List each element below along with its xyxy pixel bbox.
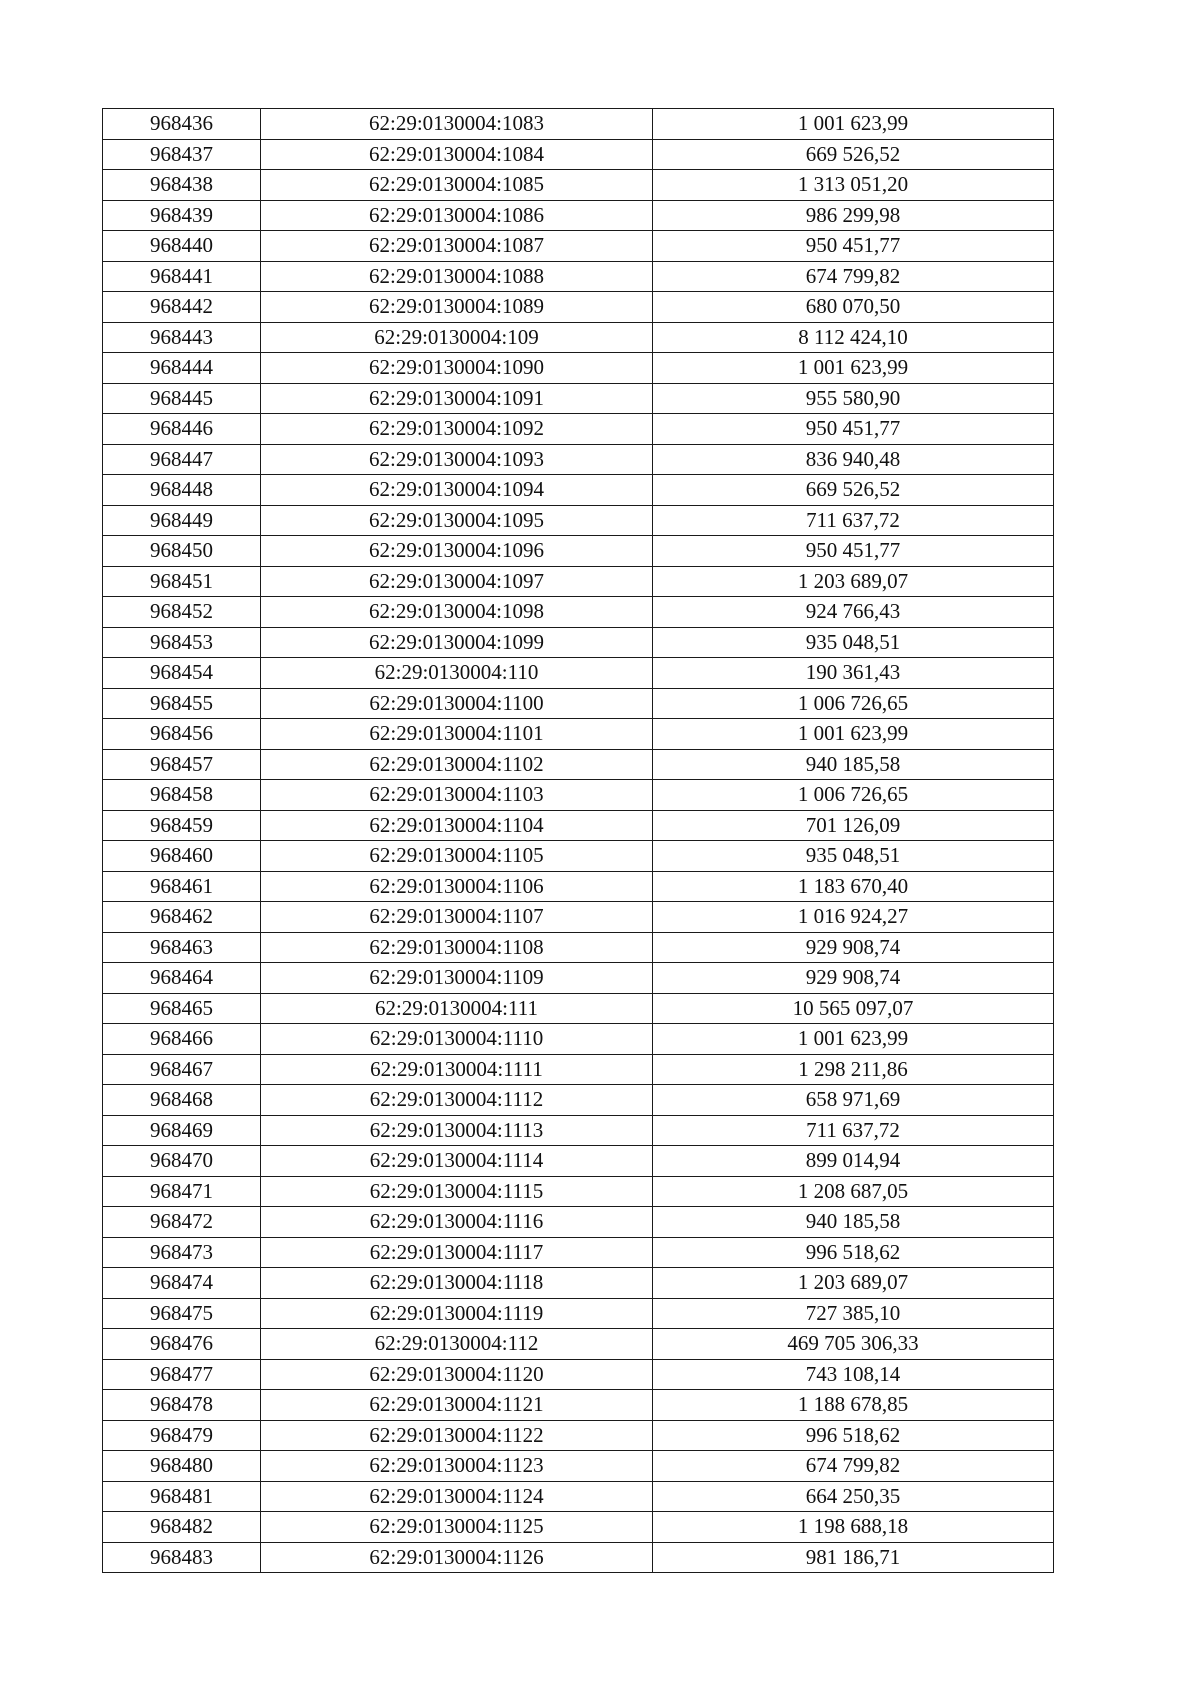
row-number-cell: 968477 bbox=[103, 1359, 261, 1390]
cadastral-number-cell: 62:29:0130004:1098 bbox=[261, 597, 653, 628]
table-row bbox=[103, 1451, 1054, 1482]
table-row bbox=[103, 1268, 1054, 1299]
row-number-cell: 968476 bbox=[103, 1329, 261, 1360]
cadastral-value-cell: 669 526,52 bbox=[653, 475, 1054, 506]
cadastral-value-cell: 1 203 689,07 bbox=[653, 566, 1054, 597]
cadastral-number-cell: 62:29:0130004:1093 bbox=[261, 444, 653, 475]
table-row bbox=[103, 1542, 1054, 1573]
table-row bbox=[103, 170, 1054, 201]
row-number-cell: 968453 bbox=[103, 627, 261, 658]
row-number-cell: 968464 bbox=[103, 963, 261, 994]
table-row bbox=[103, 1054, 1054, 1085]
row-number-cell: 968473 bbox=[103, 1237, 261, 1268]
row-number-cell: 968455 bbox=[103, 688, 261, 719]
cadastral-number-cell: 62:29:0130004:109 bbox=[261, 322, 653, 353]
row-number-cell: 968474 bbox=[103, 1268, 261, 1299]
cadastral-number-cell: 62:29:0130004:1086 bbox=[261, 200, 653, 231]
cadastral-value-cell: 664 250,35 bbox=[653, 1481, 1054, 1512]
row-number-cell: 968448 bbox=[103, 475, 261, 506]
table-row bbox=[103, 902, 1054, 933]
cadastral-number-cell: 62:29:0130004:1088 bbox=[261, 261, 653, 292]
cadastral-value-cell: 940 185,58 bbox=[653, 1207, 1054, 1238]
row-number-cell: 968452 bbox=[103, 597, 261, 628]
table-row bbox=[103, 1085, 1054, 1116]
cadastral-value-cell: 1 203 689,07 bbox=[653, 1268, 1054, 1299]
row-number-cell: 968447 bbox=[103, 444, 261, 475]
cadastral-number-cell: 62:29:0130004:1113 bbox=[261, 1115, 653, 1146]
table-row bbox=[103, 810, 1054, 841]
row-number-cell: 968454 bbox=[103, 658, 261, 689]
table-row bbox=[103, 109, 1054, 140]
cadastral-value-cell: 1 298 211,86 bbox=[653, 1054, 1054, 1085]
cadastral-value-cell: 469 705 306,33 bbox=[653, 1329, 1054, 1360]
cadastral-number-cell: 62:29:0130004:1084 bbox=[261, 139, 653, 170]
row-number-cell: 968468 bbox=[103, 1085, 261, 1116]
row-number-cell: 968460 bbox=[103, 841, 261, 872]
cadastral-value-cell: 986 299,98 bbox=[653, 200, 1054, 231]
cadastral-value-cell: 669 526,52 bbox=[653, 139, 1054, 170]
row-number-cell: 968467 bbox=[103, 1054, 261, 1085]
row-number-cell: 968457 bbox=[103, 749, 261, 780]
cadastral-number-cell: 62:29:0130004:112 bbox=[261, 1329, 653, 1360]
row-number-cell: 968446 bbox=[103, 414, 261, 445]
cadastral-number-cell: 62:29:0130004:1122 bbox=[261, 1420, 653, 1451]
cadastral-value-cell: 701 126,09 bbox=[653, 810, 1054, 841]
row-number-cell: 968443 bbox=[103, 322, 261, 353]
row-number-cell: 968471 bbox=[103, 1176, 261, 1207]
row-number-cell: 968444 bbox=[103, 353, 261, 384]
row-number-cell: 968459 bbox=[103, 810, 261, 841]
row-number-cell: 968449 bbox=[103, 505, 261, 536]
table-row bbox=[103, 597, 1054, 628]
cadastral-number-cell: 62:29:0130004:1094 bbox=[261, 475, 653, 506]
table-row bbox=[103, 1115, 1054, 1146]
cadastral-value-cell: 924 766,43 bbox=[653, 597, 1054, 628]
row-number-cell: 968470 bbox=[103, 1146, 261, 1177]
table-row bbox=[103, 1298, 1054, 1329]
row-number-cell: 968463 bbox=[103, 932, 261, 963]
cadastral-value-cell: 190 361,43 bbox=[653, 658, 1054, 689]
cadastral-number-cell: 62:29:0130004:1112 bbox=[261, 1085, 653, 1116]
row-number-cell: 968478 bbox=[103, 1390, 261, 1421]
row-number-cell: 968472 bbox=[103, 1207, 261, 1238]
cadastral-number-cell: 62:29:0130004:1103 bbox=[261, 780, 653, 811]
cadastral-value-cell: 1 208 687,05 bbox=[653, 1176, 1054, 1207]
cadastral-number-cell: 62:29:0130004:1126 bbox=[261, 1542, 653, 1573]
table-row bbox=[103, 200, 1054, 231]
cadastral-number-cell: 62:29:0130004:1099 bbox=[261, 627, 653, 658]
cadastral-number-cell: 62:29:0130004:1102 bbox=[261, 749, 653, 780]
cadastral-number-cell: 62:29:0130004:1087 bbox=[261, 231, 653, 262]
table-row bbox=[103, 231, 1054, 262]
cadastral-number-cell: 62:29:0130004:1096 bbox=[261, 536, 653, 567]
table-row bbox=[103, 566, 1054, 597]
cadastral-value-cell: 10 565 097,07 bbox=[653, 993, 1054, 1024]
cadastral-value-table bbox=[102, 108, 1054, 1573]
cadastral-number-cell: 62:29:0130004:1095 bbox=[261, 505, 653, 536]
cadastral-number-cell: 62:29:0130004:1109 bbox=[261, 963, 653, 994]
cadastral-value-cell: 955 580,90 bbox=[653, 383, 1054, 414]
cadastral-number-cell: 62:29:0130004:1083 bbox=[261, 109, 653, 140]
row-number-cell: 968451 bbox=[103, 566, 261, 597]
cadastral-value-cell: 996 518,62 bbox=[653, 1420, 1054, 1451]
row-number-cell: 968458 bbox=[103, 780, 261, 811]
table-row bbox=[103, 963, 1054, 994]
cadastral-number-cell: 62:29:0130004:1125 bbox=[261, 1512, 653, 1543]
cadastral-number-cell: 62:29:0130004:1091 bbox=[261, 383, 653, 414]
table-row bbox=[103, 1420, 1054, 1451]
cadastral-value-cell: 899 014,94 bbox=[653, 1146, 1054, 1177]
table-row bbox=[103, 1329, 1054, 1360]
cadastral-value-cell: 1 001 623,99 bbox=[653, 719, 1054, 750]
cadastral-number-cell: 62:29:0130004:1100 bbox=[261, 688, 653, 719]
cadastral-value-cell: 680 070,50 bbox=[653, 292, 1054, 323]
cadastral-number-cell: 62:29:0130004:111 bbox=[261, 993, 653, 1024]
row-number-cell: 968441 bbox=[103, 261, 261, 292]
row-number-cell: 968480 bbox=[103, 1451, 261, 1482]
row-number-cell: 968482 bbox=[103, 1512, 261, 1543]
row-number-cell: 968475 bbox=[103, 1298, 261, 1329]
cadastral-number-cell: 62:29:0130004:1090 bbox=[261, 353, 653, 384]
table-row bbox=[103, 1512, 1054, 1543]
cadastral-number-cell: 62:29:0130004:1121 bbox=[261, 1390, 653, 1421]
table-row bbox=[103, 993, 1054, 1024]
cadastral-number-cell: 62:29:0130004:1117 bbox=[261, 1237, 653, 1268]
cadastral-value-cell: 950 451,77 bbox=[653, 414, 1054, 445]
table-row bbox=[103, 780, 1054, 811]
cadastral-value-cell: 674 799,82 bbox=[653, 1451, 1054, 1482]
cadastral-value-cell: 1 188 678,85 bbox=[653, 1390, 1054, 1421]
cadastral-number-cell: 62:29:0130004:1105 bbox=[261, 841, 653, 872]
cadastral-value-cell: 1 198 688,18 bbox=[653, 1512, 1054, 1543]
row-number-cell: 968479 bbox=[103, 1420, 261, 1451]
cadastral-value-cell: 1 016 924,27 bbox=[653, 902, 1054, 933]
table-body bbox=[103, 109, 1054, 1573]
table-row bbox=[103, 719, 1054, 750]
cadastral-value-cell: 935 048,51 bbox=[653, 841, 1054, 872]
table-row bbox=[103, 1481, 1054, 1512]
cadastral-value-cell: 950 451,77 bbox=[653, 231, 1054, 262]
table-row bbox=[103, 1390, 1054, 1421]
table-row bbox=[103, 1176, 1054, 1207]
cadastral-number-cell: 62:29:0130004:1119 bbox=[261, 1298, 653, 1329]
cadastral-value-cell: 1 006 726,65 bbox=[653, 688, 1054, 719]
cadastral-number-cell: 62:29:0130004:1104 bbox=[261, 810, 653, 841]
cadastral-number-cell: 62:29:0130004:1114 bbox=[261, 1146, 653, 1177]
row-number-cell: 968461 bbox=[103, 871, 261, 902]
row-number-cell: 968440 bbox=[103, 231, 261, 262]
table-row bbox=[103, 1146, 1054, 1177]
table-row bbox=[103, 1207, 1054, 1238]
row-number-cell: 968483 bbox=[103, 1542, 261, 1573]
cadastral-value-cell: 711 637,72 bbox=[653, 1115, 1054, 1146]
table-row bbox=[103, 932, 1054, 963]
table-row bbox=[103, 444, 1054, 475]
row-number-cell: 968465 bbox=[103, 993, 261, 1024]
cadastral-value-cell: 727 385,10 bbox=[653, 1298, 1054, 1329]
cadastral-number-cell: 62:29:0130004:1108 bbox=[261, 932, 653, 963]
cadastral-number-cell: 62:29:0130004:1116 bbox=[261, 1207, 653, 1238]
row-number-cell: 968481 bbox=[103, 1481, 261, 1512]
cadastral-number-cell: 62:29:0130004:1110 bbox=[261, 1024, 653, 1055]
table-row bbox=[103, 627, 1054, 658]
cadastral-number-cell: 62:29:0130004:1106 bbox=[261, 871, 653, 902]
cadastral-number-cell: 62:29:0130004:1097 bbox=[261, 566, 653, 597]
table-row bbox=[103, 749, 1054, 780]
table-row bbox=[103, 475, 1054, 506]
row-number-cell: 968456 bbox=[103, 719, 261, 750]
cadastral-value-cell: 1 001 623,99 bbox=[653, 109, 1054, 140]
cadastral-value-cell: 658 971,69 bbox=[653, 1085, 1054, 1116]
table-row bbox=[103, 658, 1054, 689]
cadastral-number-cell: 62:29:0130004:1101 bbox=[261, 719, 653, 750]
cadastral-value-cell: 950 451,77 bbox=[653, 536, 1054, 567]
row-number-cell: 968445 bbox=[103, 383, 261, 414]
table-row bbox=[103, 1024, 1054, 1055]
cadastral-value-cell: 1 001 623,99 bbox=[653, 353, 1054, 384]
table-row bbox=[103, 292, 1054, 323]
row-number-cell: 968450 bbox=[103, 536, 261, 567]
row-number-cell: 968442 bbox=[103, 292, 261, 323]
cadastral-value-cell: 836 940,48 bbox=[653, 444, 1054, 475]
table-row bbox=[103, 139, 1054, 170]
cadastral-value-cell: 711 637,72 bbox=[653, 505, 1054, 536]
cadastral-value-cell: 940 185,58 bbox=[653, 749, 1054, 780]
table-row bbox=[103, 505, 1054, 536]
cadastral-value-cell: 996 518,62 bbox=[653, 1237, 1054, 1268]
cadastral-number-cell: 62:29:0130004:1089 bbox=[261, 292, 653, 323]
cadastral-value-cell: 1 001 623,99 bbox=[653, 1024, 1054, 1055]
cadastral-value-cell: 929 908,74 bbox=[653, 932, 1054, 963]
row-number-cell: 968437 bbox=[103, 139, 261, 170]
table-row bbox=[103, 688, 1054, 719]
row-number-cell: 968438 bbox=[103, 170, 261, 201]
cadastral-number-cell: 62:29:0130004:110 bbox=[261, 658, 653, 689]
cadastral-value-cell: 743 108,14 bbox=[653, 1359, 1054, 1390]
cadastral-value-cell: 929 908,74 bbox=[653, 963, 1054, 994]
table-row bbox=[103, 1359, 1054, 1390]
row-number-cell: 968436 bbox=[103, 109, 261, 140]
table-row bbox=[103, 1237, 1054, 1268]
cadastral-value-cell: 981 186,71 bbox=[653, 1542, 1054, 1573]
table-row bbox=[103, 414, 1054, 445]
cadastral-number-cell: 62:29:0130004:1111 bbox=[261, 1054, 653, 1085]
table-row bbox=[103, 841, 1054, 872]
cadastral-number-cell: 62:29:0130004:1085 bbox=[261, 170, 653, 201]
table-row bbox=[103, 383, 1054, 414]
cadastral-number-cell: 62:29:0130004:1092 bbox=[261, 414, 653, 445]
table-row bbox=[103, 536, 1054, 567]
row-number-cell: 968462 bbox=[103, 902, 261, 933]
cadastral-value-cell: 1 006 726,65 bbox=[653, 780, 1054, 811]
table-row bbox=[103, 871, 1054, 902]
cadastral-value-cell: 935 048,51 bbox=[653, 627, 1054, 658]
table-row bbox=[103, 353, 1054, 384]
row-number-cell: 968466 bbox=[103, 1024, 261, 1055]
table-row bbox=[103, 322, 1054, 353]
cadastral-number-cell: 62:29:0130004:1115 bbox=[261, 1176, 653, 1207]
table-row bbox=[103, 261, 1054, 292]
cadastral-value-cell: 1 183 670,40 bbox=[653, 871, 1054, 902]
cadastral-number-cell: 62:29:0130004:1120 bbox=[261, 1359, 653, 1390]
cadastral-number-cell: 62:29:0130004:1124 bbox=[261, 1481, 653, 1512]
cadastral-number-cell: 62:29:0130004:1123 bbox=[261, 1451, 653, 1482]
row-number-cell: 968469 bbox=[103, 1115, 261, 1146]
cadastral-number-cell: 62:29:0130004:1107 bbox=[261, 902, 653, 933]
cadastral-value-cell: 8 112 424,10 bbox=[653, 322, 1054, 353]
cadastral-value-cell: 1 313 051,20 bbox=[653, 170, 1054, 201]
row-number-cell: 968439 bbox=[103, 200, 261, 231]
cadastral-number-cell: 62:29:0130004:1118 bbox=[261, 1268, 653, 1299]
cadastral-value-cell: 674 799,82 bbox=[653, 261, 1054, 292]
